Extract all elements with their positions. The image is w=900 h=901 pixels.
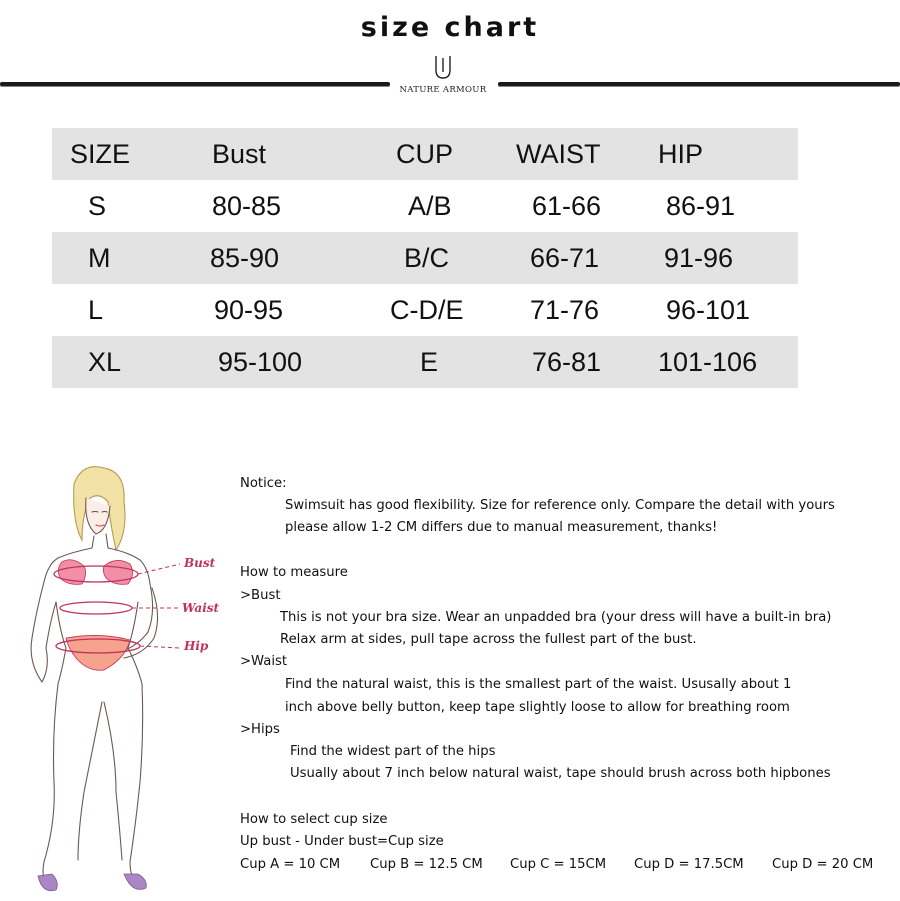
notice-title: Notice:: [240, 476, 287, 491]
bust-title: >Bust: [240, 588, 281, 603]
header-divider-right: [498, 82, 900, 86]
table-row: [52, 336, 798, 388]
waist-line-1: Find the natural waist, this is the smallest part of the waist. Ususally about 1: [285, 677, 792, 692]
bust-cell: 90-95: [214, 295, 284, 325]
hip-cell: 91-96: [664, 243, 734, 273]
bust-cell: 80-85: [212, 191, 282, 221]
size-cell: S: [88, 191, 107, 221]
brand-mark-icon: [428, 52, 458, 82]
size-cell: XL: [88, 347, 122, 377]
cup-formula: Up bust - Under bust=Cup size: [240, 834, 444, 849]
hip-label: Hip: [184, 639, 209, 653]
header-cup: CUP: [396, 139, 454, 169]
cup-cell: C-D/E: [390, 295, 464, 325]
cup-size-b: Cup B = 12.5 CM: [370, 857, 483, 872]
measure-title: How to measure: [240, 565, 348, 580]
brand-name: NATURE ARMOUR: [399, 85, 487, 95]
hip-cell: 96-101: [666, 295, 751, 325]
waist-cell: 61-66: [532, 191, 602, 221]
cup-cell: B/C: [404, 243, 450, 273]
cup-size-d: Cup D = 17.5CM: [634, 857, 744, 872]
waist-cell: 71-76: [530, 295, 600, 325]
hip-cell: 86-91: [666, 191, 736, 221]
measurement-figure: [12, 462, 232, 897]
waist-cell: 76-81: [532, 347, 602, 377]
notice-line-2: please allow 1-2 CM differs due to manual measurement, thanks!: [285, 520, 718, 535]
header-hip: HIP: [658, 139, 704, 169]
bust-cell: 85-90: [210, 243, 280, 273]
header-size: SIZE: [70, 139, 131, 169]
cup-cell: E: [420, 347, 439, 377]
table-header-row: [52, 128, 798, 180]
cup-cell: A/B: [408, 191, 452, 221]
size-cell: L: [88, 295, 104, 325]
table-row: [52, 232, 798, 284]
hips-title: >Hips: [240, 722, 280, 737]
size-table: [52, 128, 798, 388]
brand-logo: [388, 52, 498, 104]
cup-size-a: Cup A = 10 CM: [240, 857, 341, 872]
cup-size-d-large: Cup D = 20 CM: [772, 857, 874, 872]
hips-line-2: Usually about 7 inch below natural waist, tape should brush across both hipbones: [290, 766, 831, 781]
waist-line-2: inch above belly button, keep tape slightly loose to allow for breathing room: [285, 700, 790, 715]
hips-line-1: Find the widest part of the hips: [290, 744, 496, 759]
table-row: [52, 284, 798, 336]
cup-title: How to select cup size: [240, 812, 388, 827]
waist-cell: 66-71: [530, 243, 600, 273]
size-cell: M: [88, 243, 111, 273]
notice-line-1: Swimsuit has good flexibility. Size for reference only. Compare the detail with yours: [285, 498, 835, 513]
bust-cell: 95-100: [218, 347, 303, 377]
hip-cell: 101-106: [658, 347, 758, 377]
body-illustration-icon: [12, 462, 232, 897]
header-waist: WAIST: [516, 139, 601, 169]
bust-label: Bust: [184, 556, 216, 570]
bust-line-1: This is not your bra size. Wear an unpadded bra (your dress will have a built-in bra): [280, 610, 832, 625]
header-bust: Bust: [212, 139, 267, 169]
header-divider-left: [0, 82, 390, 86]
waist-label: Waist: [182, 601, 220, 615]
table-row: [52, 180, 798, 232]
cup-size-c: Cup C = 15CM: [510, 857, 607, 872]
waist-title: >Waist: [240, 654, 288, 669]
page-title: size chart: [360, 12, 540, 43]
bust-line-2: Relax arm at sides, pull tape across the fullest part of the bust.: [280, 632, 697, 647]
